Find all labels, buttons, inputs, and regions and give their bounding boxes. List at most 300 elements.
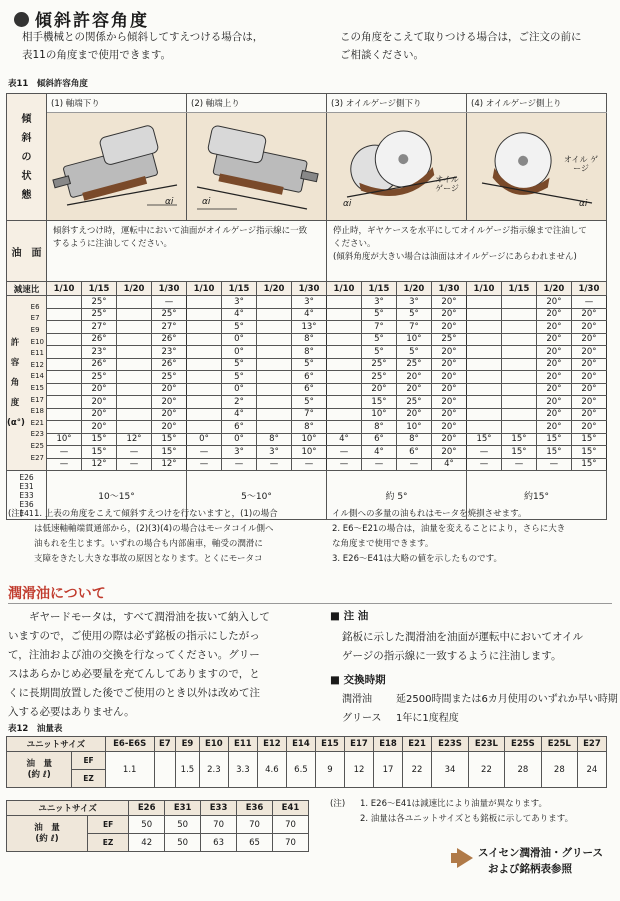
angle-cell: 3° (361, 296, 396, 309)
angle-cell: 15° (467, 433, 502, 446)
angle-cell (47, 296, 82, 309)
angle-cell: 23° (152, 346, 187, 359)
angle-row (7, 396, 607, 409)
angle-row (7, 358, 607, 371)
exchange-oil-label: 潤滑油 (342, 694, 372, 705)
angle-cell: 4° (222, 408, 257, 421)
angle-row (7, 408, 607, 421)
angle-cell (187, 333, 222, 346)
angle-cell: 20° (431, 383, 466, 396)
angle-row (7, 446, 607, 459)
angle-cell: 20° (431, 296, 466, 309)
angle-cell: 20° (536, 396, 571, 409)
angle-cell (117, 421, 152, 434)
angle-cell (187, 383, 222, 396)
angle-cell (467, 396, 502, 409)
oil-qty-cell: 1.1 (105, 752, 154, 788)
angle-cell (187, 421, 222, 434)
angle-cell (501, 333, 536, 346)
angle-cell: 20° (431, 396, 466, 409)
angle-cell: 3° (257, 446, 292, 459)
unit-size-label: E17 (30, 395, 44, 404)
unit-size-cell: E14 (286, 737, 315, 752)
angle-cell (327, 383, 362, 396)
reference-arrow-icon (457, 848, 473, 868)
oil-qty-cell: 70 (201, 816, 237, 834)
angle-cell: 0° (187, 433, 222, 446)
angle-cell: 5° (361, 308, 396, 321)
unit-size-cell: E21 (403, 737, 432, 752)
angle-cell: 15° (361, 396, 396, 409)
angle-cell (327, 333, 362, 346)
angle-cell: 20° (571, 308, 606, 321)
angle-cell (327, 346, 362, 359)
angle-cell: — (117, 458, 152, 471)
divider (8, 603, 612, 604)
unit-size-label: E11 (30, 349, 44, 358)
angle-cell: 20° (361, 383, 396, 396)
unit-size-label: E14 (30, 372, 44, 381)
unit-size-label: E7 (30, 314, 40, 323)
angle-cell: 20° (571, 333, 606, 346)
unit-size-label: E18 (30, 407, 44, 416)
table11-notes-right: イル側への多量の油もれはモータを焼損させます。 2. E6〜E21の場合は，油量を変えることにより，さらに大き な角度まで使用できます。 3. E26〜E41は大略の値を示したものです。 (332, 509, 566, 564)
oil-qty-cell: 1.5 (176, 752, 200, 788)
angle-cell: — (187, 446, 222, 459)
angle-cell (327, 296, 362, 309)
angle-cell: — (467, 458, 502, 471)
case-3-picture: オイル ゲージ αi (327, 113, 467, 221)
angle-cell (327, 308, 362, 321)
angle-cell: 26° (82, 358, 117, 371)
oil-level-label: 油 面 (7, 221, 47, 282)
angle-cell: — (152, 296, 187, 309)
angle-cell: 20° (571, 408, 606, 421)
unit-size-cell: E9 (176, 737, 200, 752)
angle-cell: 0° (222, 346, 257, 359)
angle-cell: 0° (222, 433, 257, 446)
angle-cell: — (187, 458, 222, 471)
angle-cell: 20° (571, 371, 606, 384)
angle-cell (117, 371, 152, 384)
oil-qty-cell: 70 (272, 834, 308, 852)
unit-size-cell: E12 (257, 737, 286, 752)
angle-cell: 4° (222, 308, 257, 321)
oil-qty-cell: 50 (165, 816, 201, 834)
unit-size-label: E9 (30, 326, 40, 335)
angle-cell (47, 371, 82, 384)
case-2-label: (2) 軸端上り (187, 94, 327, 113)
angle-row (7, 383, 607, 396)
angle-cell: 2° (222, 396, 257, 409)
angle-cell: 3° (396, 296, 431, 309)
angle-cell: — (47, 458, 82, 471)
angle-cell: 10° (292, 446, 327, 459)
angle-cell: — (292, 458, 327, 471)
angle-cell: 20° (431, 358, 466, 371)
angle-cell (257, 308, 292, 321)
angle-cell (47, 308, 82, 321)
unit-size-cell: E7 (154, 737, 175, 752)
angle-cell (257, 333, 292, 346)
angle-cell: 10° (396, 421, 431, 434)
angle-cell: 20° (536, 408, 571, 421)
angle-cell: 20° (536, 333, 571, 346)
angle-cell (257, 408, 292, 421)
angle-cell (501, 383, 536, 396)
angle-cell: 20° (536, 296, 571, 309)
angle-cell: 7° (396, 321, 431, 334)
angle-cell (187, 371, 222, 384)
angle-cell: 3° (222, 446, 257, 459)
angle-cell (467, 383, 502, 396)
case-4-label: (4) オイルゲージ側上り (467, 94, 607, 113)
angle-cell: 25° (431, 333, 466, 346)
angle-cell: 25° (82, 308, 117, 321)
angle-row (7, 346, 607, 359)
unit-size-label: E15 (30, 384, 44, 392)
angle-cell (47, 321, 82, 334)
angle-cell: 4° (292, 308, 327, 321)
angle-cell: 8° (292, 346, 327, 359)
oil-qty-cell: 4.6 (257, 752, 286, 788)
angle-cell: — (396, 458, 431, 471)
table12-notes: 1. E26〜E41は減速比により油量が異なります。 2. 油量は各ユニットサイズとも銘板に示してあります。 (360, 799, 574, 824)
table11-notes-left: 1. 上表の角度をこえて傾斜すえつけを行ないますと，(1)の場合 は低速軸軸端貫通部から，(2)(3)(4)の場合はモータコイル側へ 油もれを生じます。いずれの場合も内部歯車，軸受の潤滑に 支障をきたし大きな事故の原因となります。とくにモータコ (34, 509, 278, 564)
oil-qty-cell: 42 (129, 834, 165, 852)
angle-cell: 20° (536, 346, 571, 359)
angle-cell: — (536, 458, 571, 471)
oil-fill-title: ■ 注 油 (330, 610, 369, 622)
angle-cell: 4° (327, 433, 362, 446)
angle-cell: 20° (571, 346, 606, 359)
table12-caption: 表12 油量表 (8, 724, 63, 734)
oil-qty-cell (154, 752, 175, 788)
angle-cell: 20° (536, 308, 571, 321)
bullet-icon (14, 12, 29, 27)
angle-cell: 20° (431, 308, 466, 321)
angle-cell (467, 358, 502, 371)
angle-cell: 25° (396, 396, 431, 409)
unit-size-label: E27 (30, 453, 44, 462)
angle-cell (467, 421, 502, 434)
oil-qty-cell: 3.3 (228, 752, 257, 788)
angle-cell: 20° (431, 433, 466, 446)
unit-size-cell: E6-E6S (105, 737, 154, 752)
angle-cell: 15° (152, 433, 187, 446)
angle-cell (117, 308, 152, 321)
unit-size-cell: E25L (541, 737, 577, 752)
angle-row (7, 433, 607, 446)
angle-cell: 15° (501, 446, 536, 459)
oil-qty-cell: 17 (374, 752, 403, 788)
oil-qty-cell: 22 (468, 752, 504, 788)
unit-size-cell: E23S (432, 737, 469, 752)
angle-cell: 7° (292, 408, 327, 421)
angle-cell (187, 408, 222, 421)
unit-size-cell: E18 (374, 737, 403, 752)
angle-cell (501, 346, 536, 359)
angle-cell: 26° (152, 358, 187, 371)
angle-cell: 25° (396, 358, 431, 371)
angle-cell (257, 383, 292, 396)
table11-note-head: (注) (8, 509, 24, 519)
angle-cell (257, 396, 292, 409)
unit-size-cell: E15 (315, 737, 344, 752)
oil-qty-cell: 28 (504, 752, 541, 788)
angle-cell (257, 358, 292, 371)
angle-cell (257, 321, 292, 334)
table11 (6, 93, 607, 520)
angle-cell: 20° (82, 421, 117, 434)
angle-cell: 6° (292, 383, 327, 396)
angle-label: 許 容 角 度 (α°) E6 E7 E9 E10 E11 E12 E14 E15 E17 E18 E21 E23 E25 E27 (7, 296, 47, 471)
unit-size-label: E10 (30, 337, 44, 346)
case-1-picture: αi (47, 113, 187, 221)
unit-size-cell: E26 (129, 801, 165, 816)
angle-row (7, 321, 607, 334)
unit-size-label: E12 (30, 360, 44, 369)
angle-cell (117, 396, 152, 409)
unit-size-cell: E10 (199, 737, 228, 752)
angle-cell (187, 308, 222, 321)
unit-size-cell: E31 (165, 801, 201, 816)
exchange-title: ■ 交換時期 (330, 674, 386, 686)
angle-cell: 25° (152, 371, 187, 384)
oil-qty-cell: 63 (201, 834, 237, 852)
angle-cell (467, 308, 502, 321)
case-2-picture: αi (187, 113, 327, 221)
angle-cell (117, 383, 152, 396)
angle-cell (187, 396, 222, 409)
angle-cell (47, 421, 82, 434)
angle-cell: — (501, 458, 536, 471)
angle-cell (117, 321, 152, 334)
oil-qty-cell: 70 (272, 816, 308, 834)
oil-qty-cell: 65 (237, 834, 273, 852)
angle-cell (47, 333, 82, 346)
angle-cell (257, 296, 292, 309)
angle-cell: 20° (82, 408, 117, 421)
angle-cell: 15° (571, 433, 606, 446)
oil-qty-cell: 12 (344, 752, 373, 788)
angle-cell: 8° (292, 333, 327, 346)
angle-cell: 12° (82, 458, 117, 471)
angle-cell: 26° (152, 333, 187, 346)
angle-cell (327, 358, 362, 371)
angle-cell: 15° (501, 433, 536, 446)
angle-cell (327, 421, 362, 434)
angle-cell (47, 346, 82, 359)
angle-row (7, 458, 607, 471)
angle-cell: 5° (292, 358, 327, 371)
angle-cell: 20° (152, 396, 187, 409)
angle-cell: 27° (82, 321, 117, 334)
angle-cell: 20° (431, 346, 466, 359)
angle-cell: — (327, 458, 362, 471)
angle-cell: 12° (152, 458, 187, 471)
angle-cell: 20° (431, 408, 466, 421)
unit-size-cell: E27 (577, 737, 606, 752)
angle-cell (117, 408, 152, 421)
unit-size-cell: E33 (201, 801, 237, 816)
angle-cell: 15° (82, 446, 117, 459)
oil-qty-cell: 50 (165, 834, 201, 852)
angle-cell: 20° (431, 446, 466, 459)
angle-row (7, 333, 607, 346)
angle-cell (467, 371, 502, 384)
angle-cell: 5° (222, 321, 257, 334)
angle-cell (187, 346, 222, 359)
unit-size-cell: E17 (344, 737, 373, 752)
angle-cell: 10° (361, 408, 396, 421)
angle-cell: 15° (536, 446, 571, 459)
table12-note-head: (注) (330, 799, 346, 809)
angle-cell: 20° (152, 408, 187, 421)
angle-cell: 23° (82, 346, 117, 359)
state-label: 傾 斜 の 状 態 (7, 94, 47, 221)
angle-cell: 0° (222, 383, 257, 396)
range-row: E26 E31 E33 E36 E41 10〜15° 5〜10° 約 5° 約15° (7, 471, 607, 520)
angle-row (7, 308, 607, 321)
angle-cell: 15° (82, 433, 117, 446)
angle-cell: 20° (152, 421, 187, 434)
angle-cell (327, 408, 362, 421)
angle-cell (501, 408, 536, 421)
angle-cell: 20° (82, 383, 117, 396)
angle-cell (257, 346, 292, 359)
angle-cell: 27° (152, 321, 187, 334)
angle-cell: 20° (571, 321, 606, 334)
table11-caption: 表11 傾斜許容角度 (8, 79, 88, 89)
angle-cell: 8° (257, 433, 292, 446)
intro-right: この角度をこえて取りつける場合は，ご注文の前に ご相談ください。 (340, 31, 582, 61)
angle-cell: 6° (292, 371, 327, 384)
angle-cell: 25° (82, 296, 117, 309)
case-4-picture: オイル ゲージ αi (467, 113, 607, 221)
angle-cell (467, 346, 502, 359)
unit-size-label: E6 (30, 302, 40, 311)
angle-cell: — (361, 458, 396, 471)
angle-cell (117, 358, 152, 371)
angle-cell: 20° (571, 396, 606, 409)
angle-cell: 25° (361, 358, 396, 371)
angle-cell: 20° (431, 321, 466, 334)
oil-note-right: 停止時，ギヤケースを水平にしてオイルゲージ指示線まで注油して ください。 (傾斜角度が大きい場合は油面はオイルゲージにあらわれません) (327, 221, 607, 282)
angle-cell: 10° (292, 433, 327, 446)
unit-size-cell: E11 (228, 737, 257, 752)
angle-cell (257, 371, 292, 384)
angle-cell: 6° (361, 433, 396, 446)
angle-cell (187, 296, 222, 309)
ratio-header-row: 減速比 1/10 1/15 1/20 1/30 1/10 1/15 1/20 1/30 1/10 1/15 1/20 1/30 1/10 1/15 1/20 1/30 (7, 282, 607, 296)
angle-cell: 5° (292, 396, 327, 409)
angle-cell (467, 321, 502, 334)
angle-cell (467, 333, 502, 346)
angle-cell: 3° (222, 296, 257, 309)
angle-cell: 0° (222, 333, 257, 346)
angle-cell (501, 296, 536, 309)
angle-cell (47, 396, 82, 409)
angle-cell: 10° (396, 333, 431, 346)
angle-cell: 10° (47, 433, 82, 446)
angle-cell: — (222, 458, 257, 471)
angle-cell: 25° (82, 371, 117, 384)
angle-cell: 15° (536, 433, 571, 446)
angle-cell (187, 358, 222, 371)
angle-cell: 5° (222, 358, 257, 371)
oil-qty-cell: 6.5 (286, 752, 315, 788)
angle-cell: 20° (82, 396, 117, 409)
angle-cell: 20° (571, 421, 606, 434)
unit-size-cell: E23L (468, 737, 504, 752)
angle-cell (501, 396, 536, 409)
angle-cell: 5° (222, 371, 257, 384)
angle-cell (327, 321, 362, 334)
angle-cell: 15° (152, 446, 187, 459)
oil-qty-cell: 2.3 (199, 752, 228, 788)
exchange-oil-value: 延2500時間または6カ月使用のいずれか早い時期 (396, 694, 618, 705)
angle-cell: 20° (431, 371, 466, 384)
angle-cell: 8° (396, 433, 431, 446)
angle-cell: — (117, 446, 152, 459)
angle-cell: 4° (431, 458, 466, 471)
angle-cell: 20° (571, 383, 606, 396)
angle-cell (257, 421, 292, 434)
oil-qty-cell: 34 (432, 752, 469, 788)
unit-size-label: E25 (30, 441, 44, 450)
angle-cell (47, 408, 82, 421)
unit-size-cell: E41 (272, 801, 308, 816)
angle-cell: 15° (571, 446, 606, 459)
oil-qty-cell: 9 (315, 752, 344, 788)
angle-cell (327, 396, 362, 409)
angle-cell (117, 346, 152, 359)
angle-cell (47, 358, 82, 371)
angle-row (7, 421, 607, 434)
angle-cell: — (571, 296, 606, 309)
oil-qty-cell: 50 (129, 816, 165, 834)
angle-cell: 20° (536, 358, 571, 371)
angle-cell (501, 421, 536, 434)
angle-cell: 3° (292, 296, 327, 309)
angle-row (7, 371, 607, 384)
angle-cell: 12° (117, 433, 152, 446)
oil-fill-body: 銘板に示した潤滑油を油面が運転中においてオイル ゲージの指示線に一致するように注油します。 (342, 631, 583, 662)
lubrication-body: ギヤードモータは，すべて潤滑油を抜いて納入して いますので，ご使用の際は必ず銘板の指示にしたがっ て，注油および油の交換を行なってください。グリー スはあらかじめ必要量を充てんしてありますので，と くに長期間放置した後でご使用のとき以外は改めて注 入する必要はありません。 (8, 611, 270, 718)
unit-size-cell: E36 (237, 801, 273, 816)
angle-cell (327, 371, 362, 384)
angle-cell (117, 296, 152, 309)
angle-cell: 20° (152, 383, 187, 396)
angle-cell: — (327, 446, 362, 459)
oil-qty-cell: 28 (541, 752, 577, 788)
reference-note: スイセン潤滑油・グリース および銘柄表参照 (478, 847, 603, 875)
angle-cell: 20° (536, 383, 571, 396)
angle-cell: 26° (82, 333, 117, 346)
angle-cell (467, 408, 502, 421)
angle-cell: 8° (361, 421, 396, 434)
page-title: 傾斜許容角度 (14, 6, 149, 31)
angle-row (7, 296, 607, 309)
case-1-label: (1) 軸端下り (47, 94, 187, 113)
angle-cell: 20° (536, 421, 571, 434)
angle-cell: 5° (396, 308, 431, 321)
angle-cell (501, 308, 536, 321)
angle-cell: 20° (571, 358, 606, 371)
angle-cell: 15° (571, 458, 606, 471)
unit-size-cell: E25S (504, 737, 541, 752)
